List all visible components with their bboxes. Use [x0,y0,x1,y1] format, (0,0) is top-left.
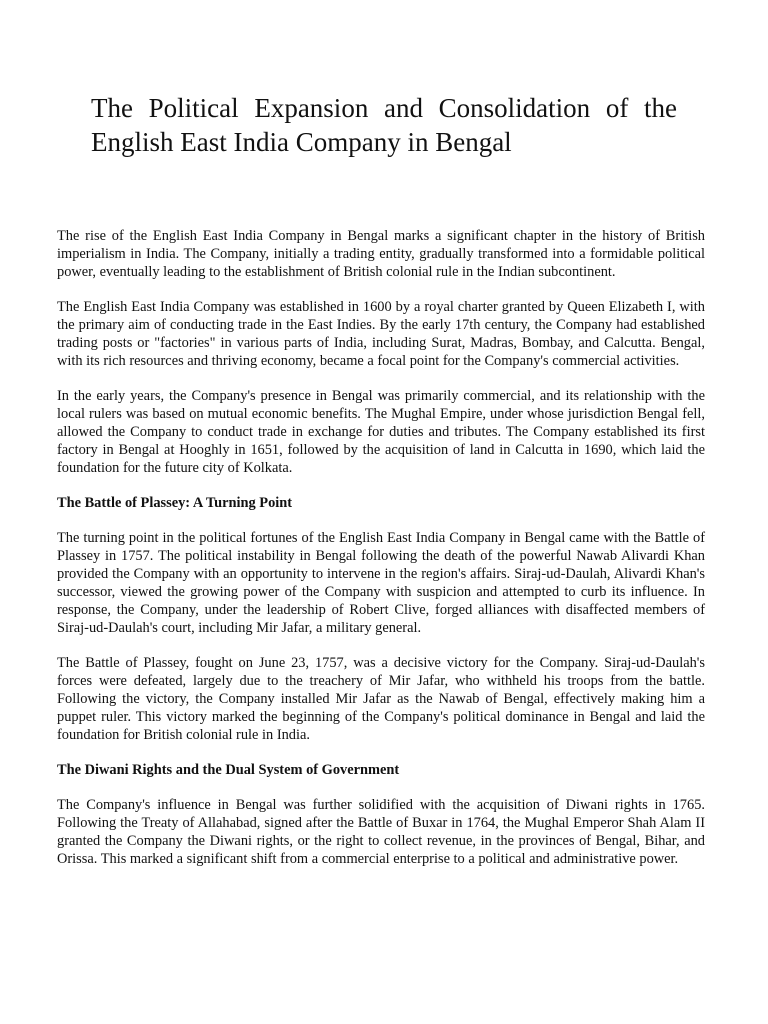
document-title: The Political Expansion and Consolidation of the English East India Company in Bengal [91,93,677,157]
section-heading-diwani-rights: The Diwani Rights and the Dual System of Government [57,762,400,778]
paragraph: The Battle of Plassey, fought on June 23, 1757, was a decisive victory for the Company. Siraj-ud-Daulah's forces were defeated, largely due to the treachery of Mir Jafar, who withheld his troops from the battle. Following the victory, the Company installed Mir Jafar as the Nawab of Bengal, effectively making him a puppet ruler. This victory marked the beginning of the Company's political dominance in Bengal and laid the foundation for British colonial rule in India. [57,655,705,743]
paragraph: The turning point in the political fortunes of the English East India Company in Bengal came with the Battle of Plassey in 1757. The political instability in Bengal following the death of the powerful Nawab Alivardi Khan provided the Company with an opportunity to intervene in the region's affairs. Siraj-ud-Daulah, Alivardi Khan's successor, viewed the growing power of the Company with suspicion and attempted to curb its influence. In response, the Company, under the leadership of Robert Clive, forged alliances with disaffected members of Siraj-ud-Daulah's court, including Mir Jafar, a military general. [57,530,705,636]
section-heading-battle-of-plassey: The Battle of Plassey: A Turning Point [57,495,293,511]
document-body [57,227,705,885]
paragraph: The English East India Company was established in 1600 by a royal charter granted by Queen Elizabeth I, with the primary aim of conducting trade in the East Indies. By the early 17th century, the Company had established trading posts or "factories" in various parts of India, including Surat, Madras, Bombay, and Calcutta. Bengal, with its rich resources and thriving economy, became a focal point for the Company's commercial activities. [57,299,705,369]
paragraph: In the early years, the Company's presence in Bengal was primarily commercial, and its relationship with the local rulers was based on mutual economic benefits. The Mughal Empire, under whose jurisdiction Bengal fell, allowed the Company to conduct trade in exchange for duties and tributes. The Company established its first factory in Bengal at Hooghly in 1651, followed by the acquisition of land in Calcutta in 1690, which laid the foundation for the future city of Kolkata. [57,388,705,476]
paragraph: The rise of the English East India Company in Bengal marks a significant chapter in the history of British imperialism in India. The Company, initially a trading entity, gradually transformed into a formidable political power, eventually leading to the establishment of British colonial rule in the Indian subcontinent. [57,228,705,280]
paragraph: The Company's influence in Bengal was further solidified with the acquisition of Diwani rights in 1765. Following the Treaty of Allahabad, signed after the Battle of Buxar in 1764, the Mughal Emperor Shah Alam II granted the Company the Diwani rights, or the right to collect revenue, in the provinces of Bengal, Bihar, and Orissa. This marked a significant shift from a commercial enterprise to a political and administrative power. [57,797,705,867]
